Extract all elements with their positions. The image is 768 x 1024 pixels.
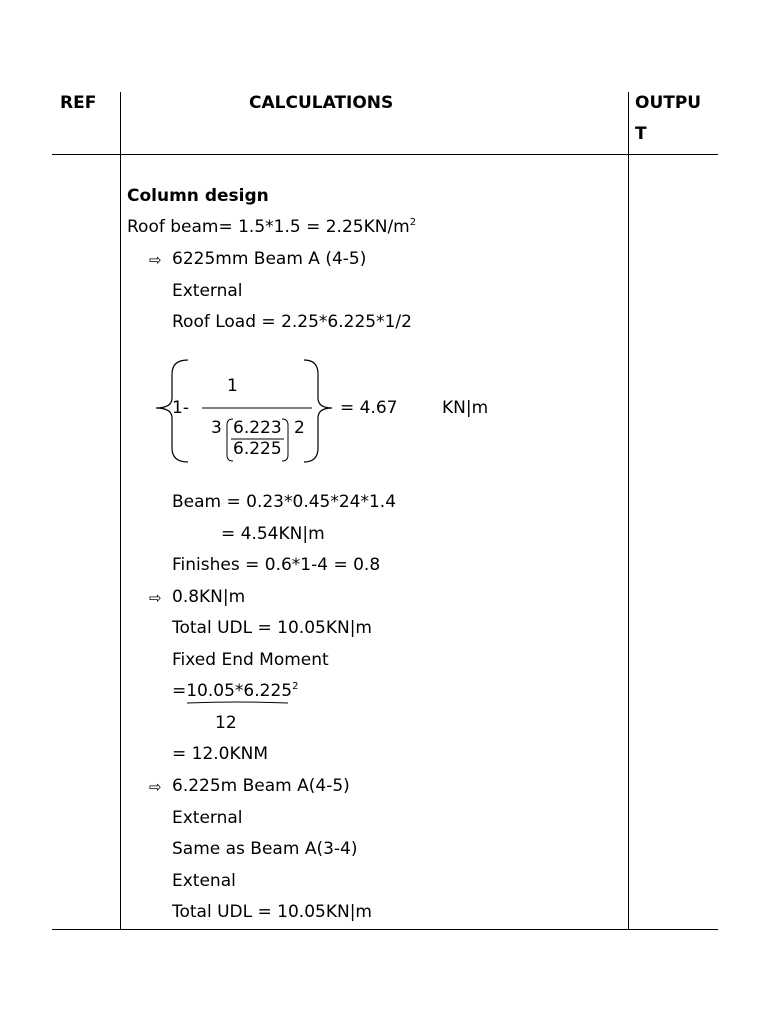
formula-exponent: 2 — [294, 418, 305, 438]
right-brace — [304, 360, 332, 462]
inner-right-bracket — [282, 419, 288, 461]
formula-inner-bottom: 6.225 — [233, 439, 282, 459]
same-as-line: Same as Beam A(3-4) — [172, 839, 358, 859]
output-header-line2: T — [635, 124, 647, 144]
arrow-icon: ⇨ — [149, 778, 162, 796]
roof-beam-superscript: 2 — [409, 217, 417, 228]
fem-underline — [187, 702, 288, 703]
formula-prefix: 1- — [172, 398, 189, 418]
fem-numerator: =10.05*6.225 — [172, 681, 293, 701]
arrow-icon: ⇨ — [149, 251, 162, 269]
roof-beam-line — [127, 217, 416, 237]
beam-result-line: = 4.54KN|m — [221, 524, 325, 544]
output-header-line1: OUTPU — [635, 93, 702, 113]
beam-line: Beam = 0.23*0.45*24*1.4 — [172, 492, 397, 512]
calculations-header: CALCULATIONS — [249, 93, 394, 113]
arrow-icon: ⇨ — [149, 589, 162, 607]
header-bottom-rule — [52, 154, 718, 155]
fem-denominator: 12 — [215, 713, 237, 733]
formula-numerator: 1 — [227, 376, 238, 396]
fixed-end-moment-line: Fixed End Moment — [172, 650, 329, 670]
formula-unit: KN|m — [442, 398, 489, 418]
beam-a-line: 6225mm Beam A (4-5) — [172, 249, 367, 269]
ref-header: REF — [60, 93, 97, 113]
formula-inner-top: 6.223 — [233, 418, 282, 438]
fem-result-line: = 12.0KNM — [172, 744, 269, 764]
external2-line: External — [172, 808, 243, 828]
beam-a2-line: 6.225m Beam A(4-5) — [172, 776, 350, 796]
formula-result: = 4.67 — [340, 398, 398, 418]
fem-superscript: 2 — [292, 681, 299, 692]
roof-beam-text: Roof beam= 1.5*1.5 = 2.25KN/m — [127, 217, 410, 237]
fem-numerator-line — [172, 681, 298, 701]
finishes-value-line: 0.8KN|m — [172, 587, 246, 607]
total-udl-line: Total UDL = 10.05KN|m — [172, 618, 372, 638]
section-title: Column design — [127, 186, 269, 206]
finishes-line: Finishes = 0.6*1-4 = 0.8 — [172, 555, 381, 575]
output-column-divider — [628, 92, 629, 930]
formula-den-coefficient: 3 — [211, 418, 222, 438]
roof-load-line: Roof Load = 2.25*6.225*1/2 — [172, 312, 412, 332]
total-udl2-line: Total UDL = 10.05KN|m — [172, 902, 372, 922]
table-bottom-rule — [52, 929, 718, 930]
ref-column-divider — [120, 92, 121, 930]
external-line: External — [172, 281, 243, 301]
extenal-line: Extenal — [172, 871, 236, 891]
